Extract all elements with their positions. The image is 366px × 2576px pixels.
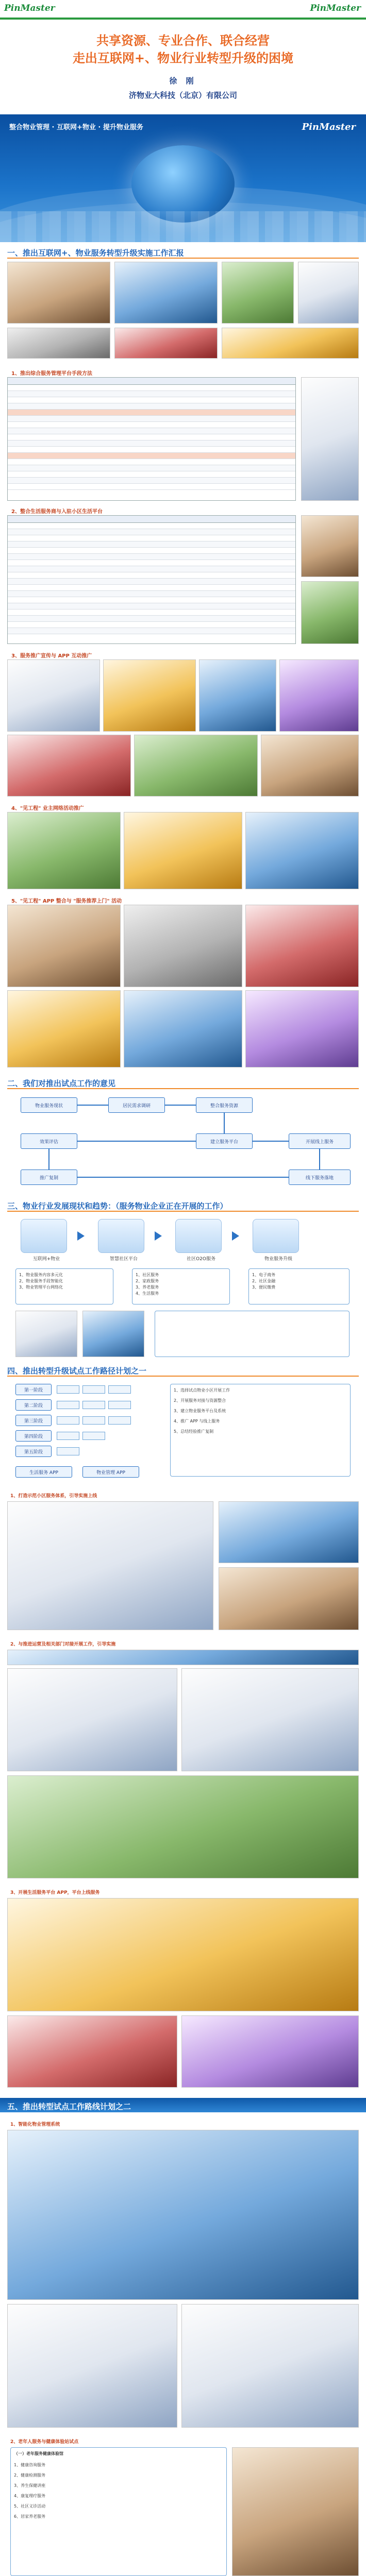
- system-screenshot-1: [7, 2304, 177, 2428]
- plan-cell: [82, 1401, 105, 1409]
- section-3-heading: 三、物业行业发展现状和趋势：（服务物业企业正在开展的工作）: [7, 1201, 228, 1211]
- city-skyline: [0, 211, 366, 242]
- section-4-sub-2: 2、与推进运营及相关部门对接开展工作，引导实施: [10, 1642, 116, 1647]
- visit-photo-2: [124, 905, 242, 987]
- activity-photo: [222, 328, 359, 359]
- system-screenshot-2: [181, 2304, 359, 2428]
- promo-photo-2: [134, 735, 258, 796]
- elderly-service-photo: [232, 2447, 359, 2576]
- elderly-service-item: 1、健康咨询服务: [14, 2463, 46, 2467]
- elderly-service-box: [10, 2447, 227, 2576]
- trend-label-4: 物业服务升级: [264, 1257, 292, 1262]
- section-1-sub-1: 1、推出综合服务管理平台手段方法: [11, 371, 92, 377]
- community-photo: [301, 515, 359, 577]
- demo-screenshot-1: [7, 1501, 213, 1630]
- section-4-heading: 四、推出转型升级试点工作路径计划之一: [7, 1366, 147, 1376]
- plan-cell: [57, 1447, 79, 1455]
- plan-phase-2: 第二阶段: [15, 1399, 52, 1411]
- flow-step-4: 建立服务平台: [196, 1133, 253, 1149]
- app-screenshot-3: [199, 659, 276, 732]
- brand-logo-right: PinMaster: [310, 3, 361, 13]
- app-product-photo-1: [7, 2015, 177, 2088]
- website-screenshot-3: [7, 1775, 359, 1878]
- visit-photo-5: [124, 990, 242, 1067]
- brand-logo-left: PinMaster: [4, 3, 55, 13]
- section-5-heading: 五、推出转型试点工作路线计划之二: [7, 2102, 131, 2111]
- section-divider: [7, 1211, 359, 1212]
- plan-cell: [57, 1401, 79, 1409]
- trend-summary-box: [155, 1311, 350, 1357]
- event-photo: [114, 328, 218, 359]
- plan-list-item: 1、选择试点物业小区开展工作: [174, 1388, 230, 1393]
- website-screenshot-2: [181, 1668, 359, 1771]
- section-4-sub-3: 3、开展生活服务平台 APP，平台上线服务: [10, 1890, 100, 1895]
- elderly-service-title: （一）老年服务健康体验馆: [14, 2451, 63, 2456]
- elderly-service-item: 2、健康检测服务: [14, 2473, 46, 2478]
- document-photo: [298, 262, 359, 324]
- cover-title: [0, 32, 366, 67]
- arrow-right-icon: [77, 1231, 85, 1241]
- cover-banner: [0, 114, 366, 242]
- website-screenshot-1: [7, 1668, 177, 1771]
- app-screenshot-2: [103, 659, 196, 732]
- screenshot-photo: [301, 377, 359, 501]
- app-product-photo-2: [181, 2015, 359, 2088]
- plan-cell: [57, 1385, 79, 1394]
- section-1-sub-2: 2、整合生活服务商与入驻小区生活平台: [11, 509, 103, 515]
- conference-photo: [7, 328, 110, 359]
- outdoor-photo: [222, 262, 294, 324]
- trend-label-1: 互联网+物业: [32, 1257, 60, 1262]
- plan-phase-3: 第三阶段: [15, 1415, 52, 1426]
- section-divider: [7, 1088, 359, 1089]
- stage-photo: [114, 262, 218, 324]
- cover-title-line-1: 共享资源、专业合作、联合经营: [96, 33, 270, 48]
- elderly-service-item: 3、养生保健讲座: [14, 2483, 46, 2488]
- flow-step-7: 效果评估: [21, 1133, 77, 1149]
- flow-connector: [224, 1113, 225, 1133]
- section-5-sub-1: 1、智能化物业管理系统: [10, 2122, 60, 2127]
- flow-step-6: 线下服务落地: [289, 1170, 351, 1185]
- trend-badge-1: [21, 1219, 67, 1253]
- qr-code-image: [15, 1311, 77, 1357]
- plan-cell: [108, 1401, 131, 1409]
- flow-connector: [253, 1141, 289, 1142]
- section-1-sub-4: 4、"见工程" 业主网络活动推广: [11, 806, 84, 811]
- plan-cell: [108, 1416, 131, 1425]
- flow-step-5: 开展线上服务: [289, 1133, 351, 1149]
- meeting-photo: [7, 262, 110, 324]
- flow-step-1: 物业服务现状: [21, 1097, 77, 1113]
- arrow-right-icon: [155, 1231, 162, 1241]
- flow-step-3: 整合服务资源: [196, 1097, 253, 1113]
- elderly-service-item: 6、居家养老服务: [14, 2514, 46, 2519]
- trend-note-3: 1、电子商务 2、社区金融 3、便民缴费: [248, 1268, 350, 1304]
- section-5-sub-2: 2、老年人服务与健康体验站试点: [10, 2439, 79, 2445]
- promo-photo-1: [7, 735, 131, 796]
- flow-connector: [165, 1105, 196, 1106]
- demo-screenshot-3: [219, 1567, 359, 1630]
- elderly-service-item: 4、康复理疗服务: [14, 2494, 46, 2498]
- plan-phase-5: 第五阶段: [15, 1446, 52, 1457]
- visit-photo-4: [7, 990, 121, 1067]
- flow-connector: [77, 1105, 108, 1106]
- section-4-sub-1: 1、打造示范小区服务体系，引导实施上线: [10, 1494, 97, 1499]
- flow-connector: [319, 1149, 320, 1170]
- flow-connector: [77, 1141, 196, 1142]
- app-label-1: 生活服务 APP: [15, 1466, 72, 1478]
- cover: [0, 0, 366, 242]
- plan-cell: [108, 1385, 131, 1394]
- plan-list-box: [170, 1384, 351, 1477]
- visit-photo-1: [7, 905, 121, 987]
- section-1-sub-5: 5、"见工程" APP 整合与 "服务推荐上门" 活动: [11, 899, 122, 904]
- app-label-2: 物业管理 APP: [82, 1466, 139, 1478]
- section-2-heading: 二、我们对推出试点工作的意见: [7, 1079, 116, 1088]
- section-1-heading: 一、推出互联网+、物业服务转型升级实施工作汇报: [7, 248, 184, 258]
- trend-badge-3: [175, 1219, 222, 1253]
- plan-cell: [82, 1416, 105, 1425]
- trend-badge-4: [253, 1219, 299, 1253]
- header-rule: [0, 18, 366, 20]
- app-screenshot-4: [279, 659, 359, 732]
- elderly-service-item: 5、社区义诊活动: [14, 2504, 46, 2509]
- flow-step-2: 居民需求调研: [108, 1097, 165, 1113]
- trend-label-3: 社区O2O服务: [187, 1257, 215, 1262]
- flow-connector: [48, 1149, 49, 1170]
- section-divider: [7, 1376, 359, 1377]
- plan-cell: [82, 1432, 105, 1440]
- smart-system-diagram: [7, 2130, 359, 2300]
- plan-list-item: 4、推广 APP 与线上服务: [174, 1419, 220, 1423]
- arrow-right-icon: [232, 1231, 239, 1241]
- website-header: [7, 1650, 359, 1665]
- service-photo: [301, 581, 359, 644]
- plan-cell: [57, 1416, 79, 1425]
- plan-cell: [82, 1385, 105, 1394]
- flow-step-8: 推广复制: [21, 1170, 77, 1185]
- cover-org: 济物业大科技（北京）有限公司: [128, 91, 237, 100]
- trend-badge-2: [98, 1219, 144, 1253]
- plan-list-item: 5、总结经验推广复制: [174, 1429, 214, 1434]
- section-1-sub-3: 3、服务推广宣传与 APP 互动推广: [11, 653, 92, 659]
- trend-note-2: 1、社区服务 2、家政服务 3、养老服务 4、生活服务: [132, 1268, 230, 1304]
- app-preview-image: [82, 1311, 144, 1357]
- app-screenshot-1: [7, 659, 100, 732]
- plan-phase-4: 第四阶段: [15, 1430, 52, 1442]
- promo-photo-3: [261, 735, 359, 796]
- campaign-photo-2: [245, 812, 359, 889]
- plan-cell: [57, 1432, 79, 1440]
- service-provider-table: [7, 515, 296, 644]
- management-table: [7, 377, 296, 501]
- trend-note-1: 1、物业服务内容多元化 2、物业服务手段智能化 3、物业管理平台网络化: [15, 1268, 113, 1304]
- plan-phase-1: 第一阶段: [15, 1384, 52, 1395]
- section-divider: [7, 258, 359, 259]
- campaign-photo-1: [7, 812, 121, 889]
- visit-photo-6: [245, 990, 359, 1067]
- campaign-poster: [124, 812, 242, 889]
- flow-connector: [77, 1177, 289, 1178]
- app-store-screenshot: [7, 1898, 359, 2011]
- plan-list-item: 2、开展服务对接与资源整合: [174, 1398, 226, 1403]
- demo-screenshot-2: [219, 1501, 359, 1563]
- banner-text: 整合物业管理 · 互联网+物业 · 提升物业服务: [9, 124, 143, 131]
- visit-photo-3: [245, 905, 359, 987]
- plan-list-item: 3、建立物业服务平台及系统: [174, 1409, 226, 1413]
- trend-label-2: 智慧社区平台: [109, 1257, 138, 1262]
- cover-title-line-2: 走出互联网+、物业行业转型升级的困境: [72, 51, 294, 65]
- cover-author: 徐 刚: [169, 76, 197, 86]
- banner-logo: PinMaster: [302, 122, 356, 132]
